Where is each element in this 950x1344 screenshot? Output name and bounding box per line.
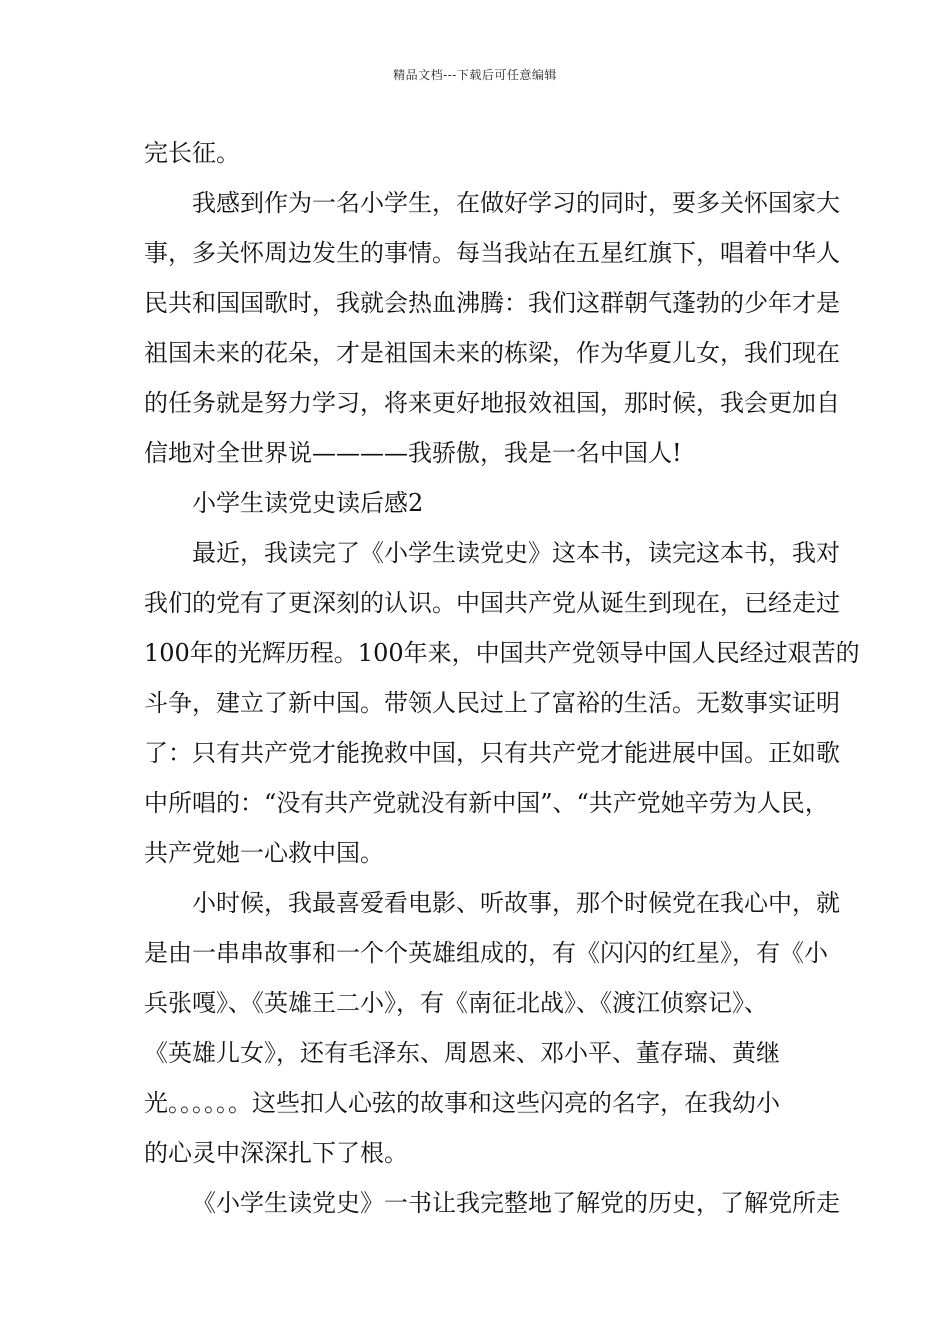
text-line: 民共和国国歌时，我就会热血沸腾：我们这群朝气蓬勃的少年才是 bbox=[144, 289, 840, 317]
text-line: 祖国未来的花朵，才是祖国未来的栋梁，作为华夏儿女，我们现在 bbox=[144, 339, 840, 367]
text-line: 兵张嘎》、《英雄王二小》，有《南征北战》、《渡江侦察记》、 bbox=[144, 989, 768, 1017]
text-line: 最近，我读完了《小学生读党史》这本书，读完这本书，我对 bbox=[192, 539, 840, 567]
text-line: 斗争，建立了新中国。带领人民过上了富裕的生活。无数事实证明 bbox=[144, 689, 840, 717]
text-line: 《小学生读党史》一书让我完整地了解党的历史，了解党所走 bbox=[192, 1189, 840, 1217]
text-line: 100年的光辉历程。100年来，中国共产党领导中国人民经过艰苦的 bbox=[144, 639, 860, 667]
text-line: 的任务就是努力学习，将来更好地报效祖国，那时候，我会更加自 bbox=[144, 389, 840, 417]
section-heading: 小学生读党史读后感2 bbox=[192, 489, 424, 517]
text-line: 我们的党有了更深刻的认识。中国共产党从诞生到现在，已经走过 bbox=[144, 589, 840, 617]
text-line: 共产党她一心救中国。 bbox=[144, 839, 384, 867]
document-body bbox=[144, 128, 860, 1228]
text-line: 事，多关怀周边发生的事情。每当我站在五星红旗下，唱着中华人 bbox=[144, 239, 840, 267]
text-line: 了：只有共产党才能挽救中国，只有共产党才能进展中国。正如歌 bbox=[144, 739, 840, 767]
text-line: 小时候，我最喜爱看电影、听故事，那个时候党在我心中，就 bbox=[192, 889, 840, 917]
text-line: 光。。。。。。这些扣人心弦的故事和这些闪亮的名字，在我幼小 bbox=[144, 1089, 780, 1117]
text-line: 信地对全世界说————我骄傲，我是一名中国人! bbox=[144, 439, 682, 467]
text-line: 中所唱的：“没有共产党就没有新中国”、“共产党她辛劳为人民， bbox=[144, 789, 829, 817]
text-line: 《英雄儿女》，还有毛泽东、周恩来、邓小平、董存瑞、黄继 bbox=[144, 1039, 780, 1067]
text-line: 是由一串串故事和一个个英雄组成的，有《闪闪的红星》，有《小 bbox=[144, 939, 828, 967]
page-header: 精品文档---下载后可任意编辑 bbox=[393, 68, 557, 82]
text-line: 完长征。 bbox=[144, 139, 240, 167]
text-line: 我感到作为一名小学生，在做好学习的同时，要多关怀国家大 bbox=[192, 189, 840, 217]
text-line: 的心灵中深深扎下了根。 bbox=[144, 1139, 408, 1167]
